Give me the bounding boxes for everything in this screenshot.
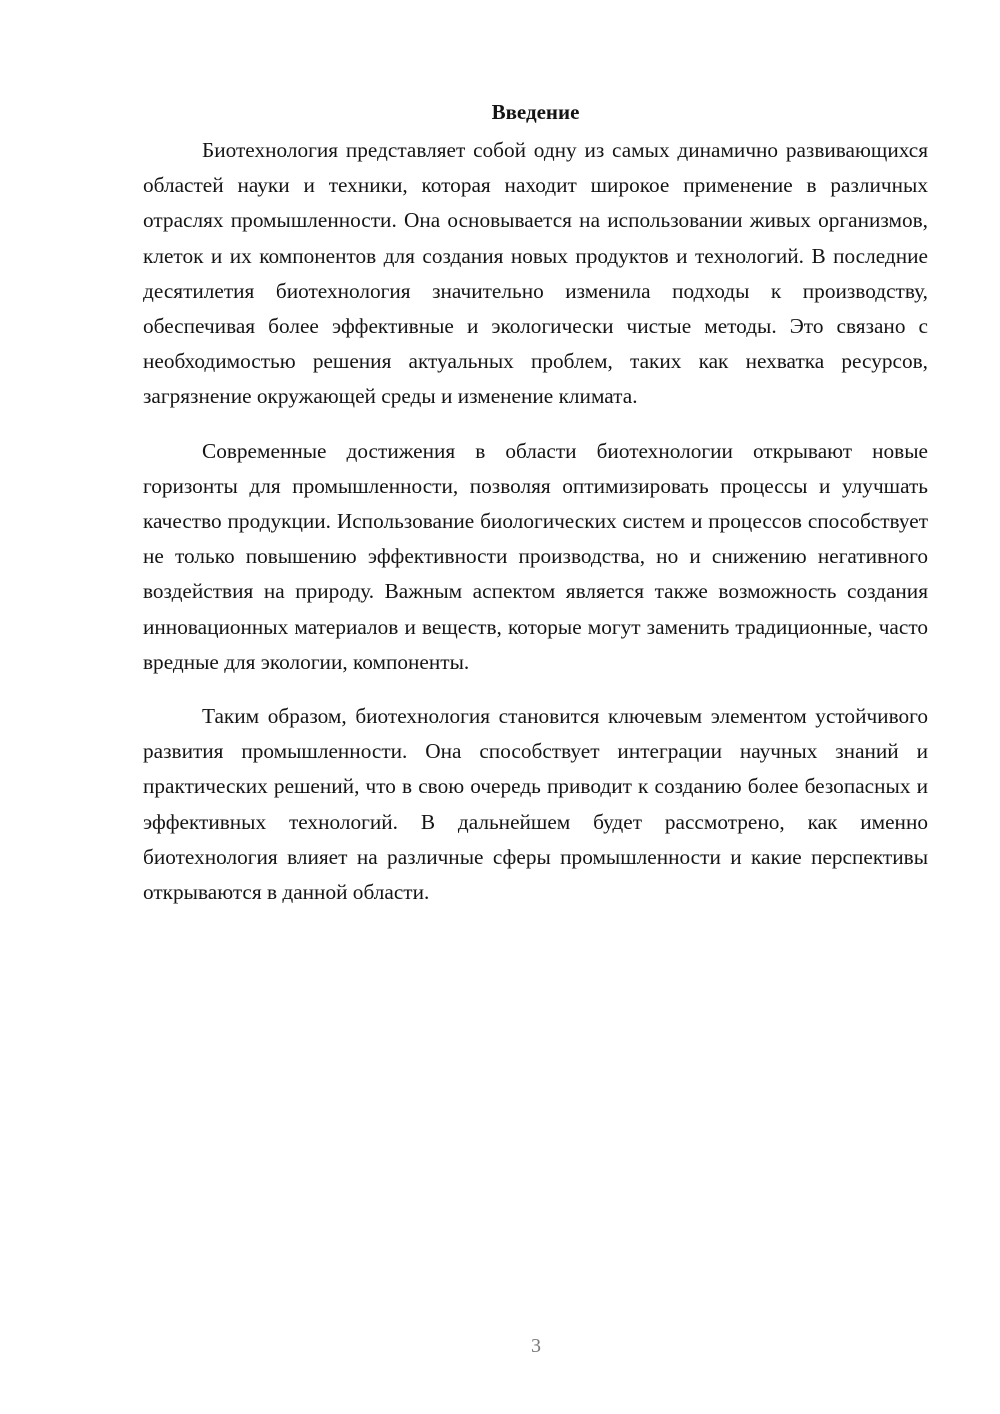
page-content xyxy=(143,98,928,910)
paragraph-1: Биотехнология представляет собой одну из самых динамично развивающихся областей науки и техники, которая находит широкое применение в различных отраслях промышленности. Она основывается на использовании живых организмов, клеток и их компонентов для создания новых продуктов и технологий. В последние десятилетия биотехнология значительно изменила подходы к производству, обеспечивая более эффективные и экологически чистые методы. Это связано с необходимостью решения актуальных проблем, таких как нехватка ресурсов, загрязнение окружающей среды и изменение климата. xyxy=(143,138,928,409)
paragraph-2: Современные достижения в области биотехнологии открывают новые горизонты для промышленности, позволяя оптимизировать процессы и улучшать качество продукции. Использование биологических систем и процессов способствует не только повышению эффективности производства, но и снижению негативного воздействия на природу. Важным аспектом является также возможность создания инновационных материалов и веществ, которые могут заменить традиционные, часто вредные для экологии, компоненты. xyxy=(143,438,928,674)
page-number: 3 xyxy=(531,1335,541,1357)
section-title: Введение xyxy=(491,100,580,124)
paragraph-3: Таким образом, биотехнология становится ключевым элементом устойчивого развития промышленности. Она способствует интеграции научных знаний и практических решений, что в свою очередь приводит к созданию более безопасных и эффективных технологий. В дальнейшем будет рассмотрено, как именно биотехнология влияет на различные сферы промышленности и какие перспективы открываются в данной области. xyxy=(143,704,928,905)
